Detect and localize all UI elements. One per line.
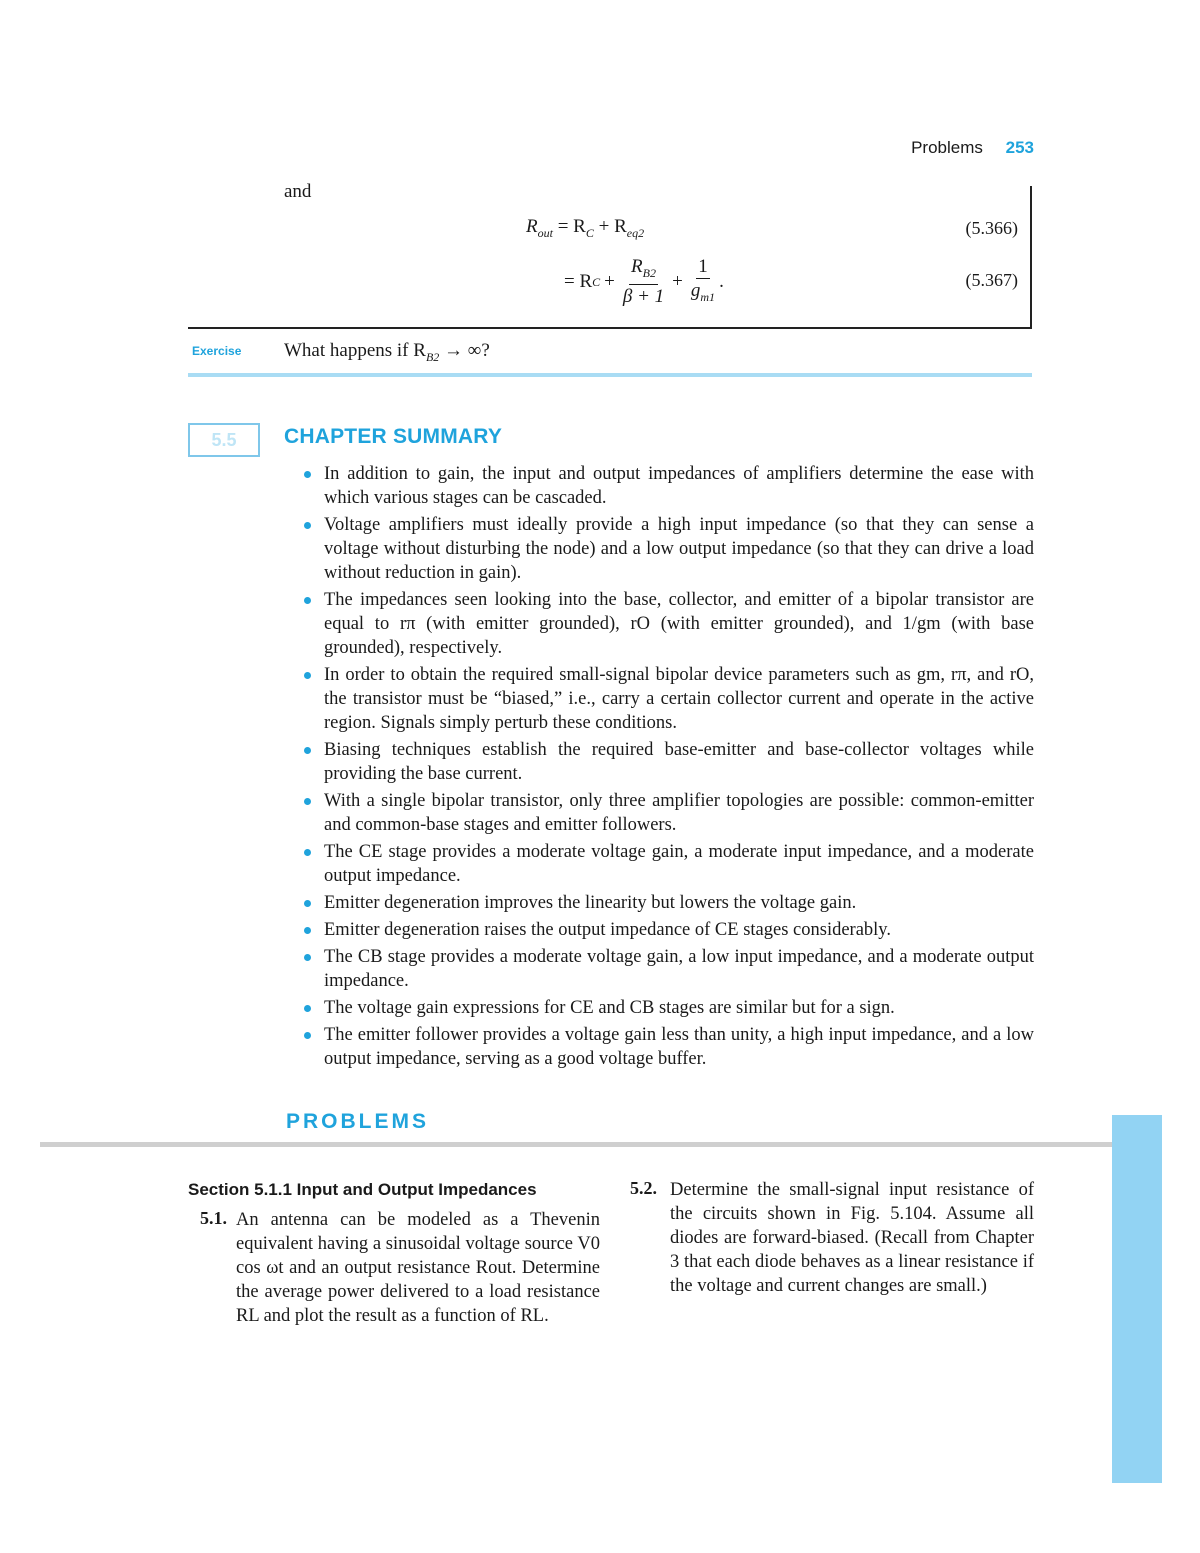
problem-number-5-2: 5.2. <box>630 1178 657 1198</box>
bullet-text: The CE stage provides a moderate voltage gain, a moderate input impedance, and a moderate output impedance. <box>324 842 1034 886</box>
bullet-dot-icon <box>304 798 311 805</box>
frac1-den: β + 1 <box>622 285 665 307</box>
problem-text-5-2: Determine the small-signal input resistance of the circuits shown in Fig. 5.104. Assume all diodes are forward-biased. (Recall from Chapter 3 that each diode behaves as a linear resistance if the voltage and current changes are small.) <box>670 1180 1034 1296</box>
eq1-rhs: = R <box>557 216 586 237</box>
bullet-text: Biasing techniques establish the required base-emitter and base-collector voltages while providing the base current. <box>324 740 1034 784</box>
exercise-text-sub: B2 <box>425 349 440 364</box>
summary-bullet <box>304 663 1034 735</box>
bullet-dot-icon <box>304 849 311 856</box>
eq1-rhs-sub1: C <box>585 225 594 240</box>
summary-list <box>304 462 1034 1074</box>
problem-number-5-1: 5.1. <box>200 1208 227 1228</box>
bullet-dot-icon <box>304 747 311 754</box>
bullet-dot-icon <box>304 954 311 961</box>
eq1-lhs: R <box>526 216 538 237</box>
eq1-rhs-sub2: eq2 <box>626 225 645 240</box>
running-head <box>911 138 1034 158</box>
bullet-dot-icon <box>304 1005 311 1012</box>
equation-5-367 <box>564 256 724 309</box>
summary-bullet <box>304 996 1034 1020</box>
bullet-dot-icon <box>304 927 311 934</box>
frac1-num-sub: B2 <box>642 265 656 280</box>
eq2-fraction-2 <box>691 256 715 309</box>
summary-bullet <box>304 462 1034 510</box>
eq2-prefix: = R <box>564 271 593 293</box>
equation-number-5-366: (5.366) <box>965 218 1018 238</box>
problems-title: PROBLEMS <box>286 1110 430 1133</box>
frac2-num: 1 <box>698 256 708 277</box>
eq2-plus2: + <box>672 271 683 293</box>
summary-bullet <box>304 1023 1034 1071</box>
bullet-text: The emitter follower provides a voltage gain less than unity, a high input impedance, and a low output impedance, serving as a good voltage buffer. <box>324 1025 1034 1069</box>
bullet-text: In order to obtain the required small-signal bipolar device parameters such as gm, rπ, and rO, the transistor must be “biased,” i.e., carry a certain collector current and operate in the active region. Signals simply perturb these conditions. <box>324 665 1034 733</box>
section-title: CHAPTER SUMMARY <box>284 425 503 448</box>
exercise-text-post: → ∞? <box>439 340 490 361</box>
bullet-dot-icon <box>304 522 311 529</box>
bullet-dot-icon <box>304 900 311 907</box>
equation-rule-vertical <box>1030 186 1032 328</box>
summary-bullet <box>304 789 1034 837</box>
bullet-dot-icon <box>304 471 311 478</box>
summary-bullet <box>304 918 1034 942</box>
summary-bullet <box>304 738 1034 786</box>
and-word: and <box>284 181 312 202</box>
bullet-text: Emitter degeneration raises the output impedance of CE stages considerably. <box>324 920 891 940</box>
eq2-plus1: + <box>604 271 615 293</box>
exercise-text-pre: What happens if R <box>284 340 426 361</box>
exercise-text <box>284 340 490 365</box>
problem-text-5-1: An antenna can be modeled as a Thevenin equivalent having a sinusoidal voltage source V0 cos ωt and an output resistance Rout. Determine the average power delivered to a load resistance RL and plot the result as a function of RL. <box>236 1210 600 1326</box>
problems-rule <box>40 1142 1112 1147</box>
bullet-dot-icon <box>304 672 311 679</box>
summary-bullet <box>304 840 1034 888</box>
side-tab <box>1112 1115 1162 1483</box>
frac2-den-sub: m1 <box>700 289 716 304</box>
bullet-text: The impedances seen looking into the base, collector, and emitter of a bipolar transistor are equal to rπ (with emitter grounded), rO (with emitter grounded), and 1/gm (with base grounded), respectively. <box>324 590 1034 658</box>
bullet-text: In addition to gain, the input and output impedances of amplifiers determine the ease with which various stages can be cascaded. <box>324 464 1034 508</box>
equation-rule-horizontal <box>188 327 1032 329</box>
summary-bullet <box>304 945 1034 993</box>
bullet-text: With a single bipolar transistor, only three amplifier topologies are possible: common-emitter and common-base stages and emitter followers. <box>324 791 1034 835</box>
bullet-text: Emitter degeneration improves the linearity but lowers the voltage gain. <box>324 893 857 913</box>
exercise-rule <box>188 373 1032 377</box>
summary-bullet <box>304 513 1034 585</box>
frac1-num: R <box>631 256 643 277</box>
equation-number-5-367: (5.367) <box>965 270 1018 290</box>
eq1-plus: + R <box>593 216 627 237</box>
summary-bullet <box>304 588 1034 660</box>
page-number: 253 <box>1005 138 1034 157</box>
eq2-fraction-1 <box>623 256 664 309</box>
running-head-title: Problems <box>911 138 983 157</box>
exercise-label: Exercise <box>192 344 242 358</box>
eq1-lhs-sub: out <box>537 225 553 240</box>
summary-bullet <box>304 891 1034 915</box>
equation-5-366 <box>526 216 644 241</box>
eq2-prefix-sub: C <box>592 274 601 289</box>
eq2-tail: . <box>719 271 724 293</box>
bullet-dot-icon <box>304 1032 311 1039</box>
problems-section-heading: Section 5.1.1 Input and Output Impedances <box>188 1180 537 1199</box>
bullet-text: The voltage gain expressions for CE and CB stages are similar but for a sign. <box>324 998 895 1018</box>
frac2-den: g <box>690 280 701 301</box>
section-number-box: 5.5 <box>188 423 260 457</box>
bullet-text: The CB stage provides a moderate voltage gain, a low input impedance, and a moderate output impedance. <box>324 947 1034 991</box>
bullet-dot-icon <box>304 597 311 604</box>
bullet-text: Voltage amplifiers must ideally provide a high input impedance (so that they can sense a voltage without disturbing the node) and a low output impedance (so that they can drive a load without reduction in gain). <box>324 515 1034 583</box>
